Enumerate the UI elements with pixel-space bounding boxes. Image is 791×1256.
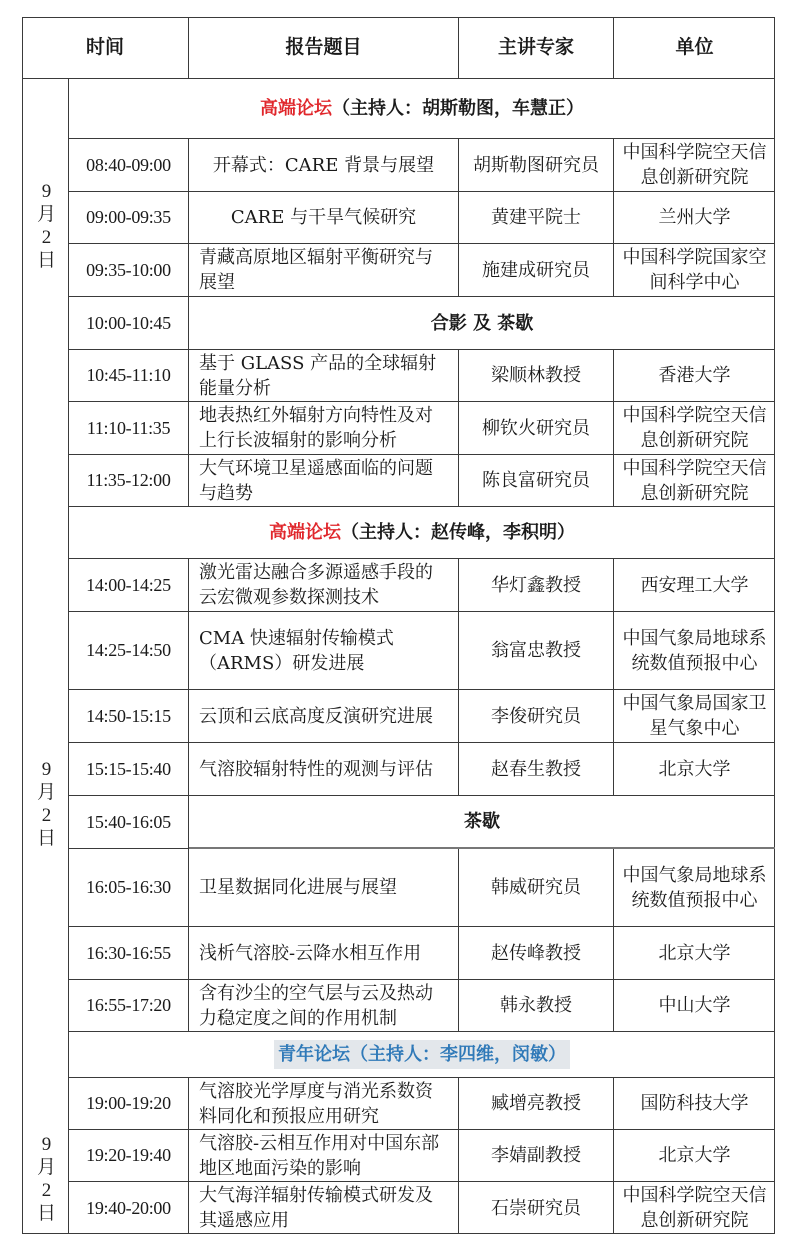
speaker-cell: 赵传峰教授: [459, 927, 614, 980]
section-label: 青年论坛: [278, 1044, 350, 1065]
affiliation-cell: 北京大学: [614, 743, 775, 796]
title-cell: CARE 与干旱气候研究: [189, 192, 459, 244]
time-cell: 14:00-14:25: [69, 559, 189, 612]
title-cell: 含有沙尘的空气层与云及热动力稳定度之间的作用机制: [189, 980, 459, 1032]
title-cell: 卫星数据同化进展与展望: [189, 849, 459, 927]
time-cell: 14:50-15:15: [69, 690, 189, 743]
section-hosts: （主持人：赵传峰，李积明）: [341, 522, 575, 543]
speaker-cell: 胡斯勒图研究员: [459, 139, 614, 192]
section-title-highlight: [274, 1040, 570, 1069]
title-cell: 青藏高原地区辐射平衡研究与展望: [189, 244, 459, 297]
time-cell: 16:05-16:30: [69, 849, 189, 927]
affiliation-cell: 中山大学: [614, 980, 775, 1032]
time-cell: 14:25-14:50: [69, 612, 189, 690]
speaker-cell: 施建成研究员: [459, 244, 614, 297]
break-cell: 合影 及 茶歇: [189, 297, 775, 350]
speaker-cell: 梁顺林教授: [459, 350, 614, 402]
title-cell: 气溶胶辐射特性的观测与评估: [189, 743, 459, 796]
time-cell: 09:35-10:00: [69, 244, 189, 297]
title-cell: 大气环境卫星遥感面临的问题与趋势: [189, 455, 459, 507]
affiliation-cell: 中国科学院空天信息创新研究院: [614, 455, 775, 507]
affiliation-cell: 兰州大学: [614, 192, 775, 244]
title-cell: CMA 快速辐射传输模式（ARMS）研发进展: [189, 612, 459, 690]
time-cell: 08:40-09:00: [69, 139, 189, 192]
speaker-cell: 石崇研究员: [459, 1182, 614, 1234]
section-hosts: （主持人：胡斯勒图，车慧正）: [332, 98, 584, 119]
header-affiliation: 单位: [614, 17, 775, 79]
affiliation-cell: 北京大学: [614, 1130, 775, 1182]
header-speaker: 主讲专家: [459, 17, 614, 79]
section-header: [69, 1032, 775, 1078]
date-label: 9 月 2 日: [36, 1134, 56, 1224]
affiliation-cell: 国防科技大学: [614, 1078, 775, 1130]
time-cell: 11:10-11:35: [69, 402, 189, 455]
speaker-cell: 韩永教授: [459, 980, 614, 1032]
affiliation-cell: 香港大学: [614, 350, 775, 402]
header-title: 报告题目: [189, 17, 459, 79]
time-cell: 10:00-10:45: [69, 297, 189, 350]
time-cell: 16:30-16:55: [69, 927, 189, 980]
speaker-cell: 臧增亮教授: [459, 1078, 614, 1130]
title-cell: 大气海洋辐射传输模式研发及其遥感应用: [189, 1182, 459, 1234]
time-cell: 15:40-16:05: [69, 796, 189, 849]
time-cell: 19:20-19:40: [69, 1130, 189, 1182]
affiliation-cell: 中国科学院空天信息创新研究院: [614, 402, 775, 455]
section-header: [69, 79, 775, 139]
speaker-cell: 李婧副教授: [459, 1130, 614, 1182]
section-label: 高端论坛: [260, 98, 332, 119]
speaker-cell: 韩威研究员: [459, 849, 614, 927]
title-cell: 基于 GLASS 产品的全球辐射能量分析: [189, 350, 459, 402]
affiliation-cell: 中国科学院国家空间科学中心: [614, 244, 775, 297]
break-cell: 茶歇: [189, 796, 775, 849]
speaker-cell: 陈良富研究员: [459, 455, 614, 507]
affiliation-cell: 中国科学院空天信息创新研究院: [622, 1185, 767, 1231]
section-label: 高端论坛: [269, 522, 341, 543]
affiliation-cell: 北京大学: [614, 927, 775, 980]
time-cell: 09:00-09:35: [69, 192, 189, 244]
speaker-cell: 李俊研究员: [459, 690, 614, 743]
date-label: 9 月 2 日: [36, 181, 56, 271]
time-cell: 19:40-20:00: [69, 1182, 189, 1234]
time-cell: 11:35-12:00: [69, 455, 189, 507]
title-cell: 开幕式：CARE 背景与展望: [189, 139, 459, 192]
affiliation-cell: 中国科学院空天信息创新研究院: [614, 139, 775, 192]
title-cell: 气溶胶光学厚度与消光系数资料同化和预报应用研究: [189, 1078, 459, 1130]
affiliation-cell: 西安理工大学: [614, 559, 775, 612]
title-cell: 气溶胶-云相互作用对中国东部地区地面污染的影响: [189, 1130, 459, 1182]
title-cell: 云顶和云底高度反演研究进展: [189, 690, 459, 743]
speaker-cell: 赵春生教授: [459, 743, 614, 796]
section-header: [69, 507, 775, 559]
affiliation-cell: 中国气象局地球系统数值预报中心: [614, 849, 775, 927]
title-cell: 地表热红外辐射方向特性及对上行长波辐射的影响分析: [189, 402, 459, 455]
speaker-cell: 柳钦火研究员: [459, 402, 614, 455]
speaker-cell: 黄建平院士: [459, 192, 614, 244]
time-cell: 19:00-19:20: [69, 1078, 189, 1130]
time-cell: 16:55-17:20: [69, 980, 189, 1032]
section-hosts: （主持人：李四维，闵敏）: [350, 1044, 566, 1065]
header-time: 时间: [22, 17, 189, 79]
title-cell: 激光雷达融合多源遥感手段的云宏微观参数探测技术: [189, 559, 459, 612]
affiliation-cell: 中国气象局地球系统数值预报中心: [614, 612, 775, 690]
title-cell: 浅析气溶胶-云降水相互作用: [189, 927, 459, 980]
time-cell: 15:15-15:40: [69, 743, 189, 796]
date-label: 9 月 2 日: [36, 759, 56, 849]
time-cell: 10:45-11:10: [69, 350, 189, 402]
speaker-cell: 翁富忠教授: [459, 612, 614, 690]
speaker-cell: 华灯鑫教授: [459, 559, 614, 612]
affiliation-cell: 中国气象局国家卫星气象中心: [614, 690, 775, 743]
